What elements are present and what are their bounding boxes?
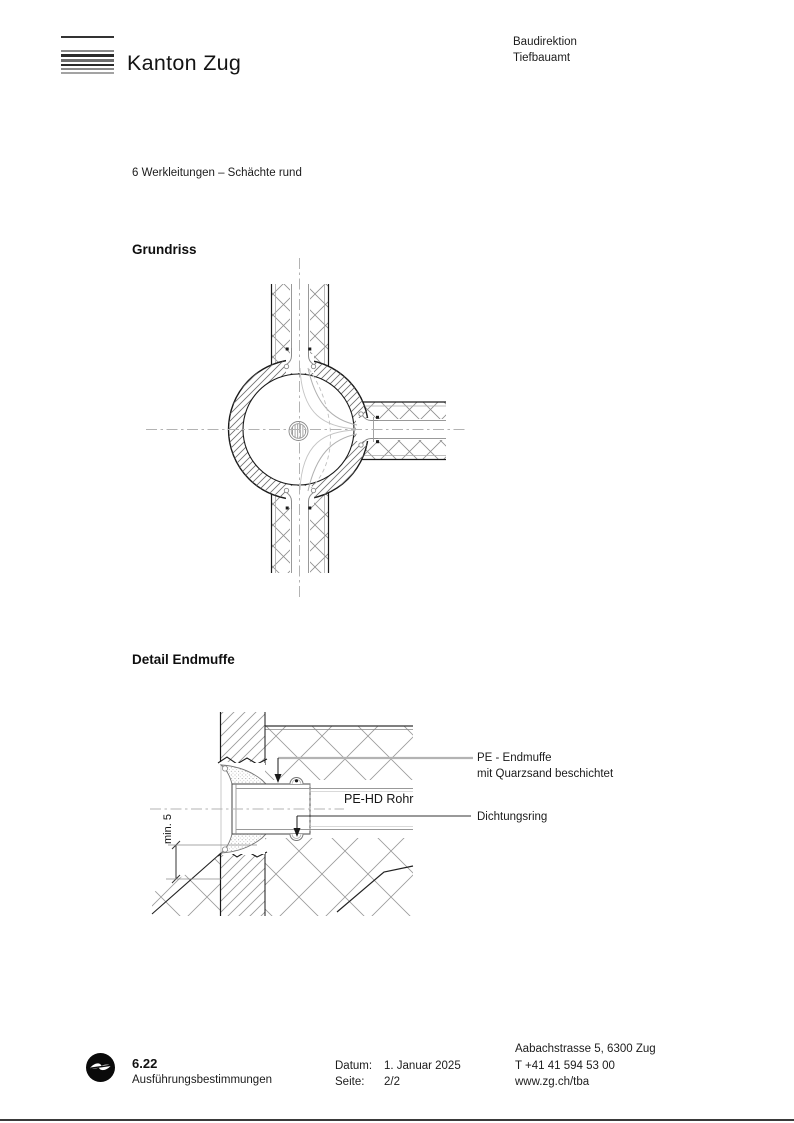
footer [0, 1035, 794, 1105]
footer-page-value: 2/2 [384, 1075, 400, 1088]
label-endmuffe-line2: mit Quarzsand beschichtet [477, 767, 614, 780]
footer-page-label: Seite: [335, 1075, 365, 1088]
footer-date-label: Datum: [335, 1059, 373, 1072]
footer-doc-number: 6.22 [132, 1056, 158, 1071]
pipe-label: PE-HD Rohr [344, 792, 414, 806]
label-dichtungsring: Dichtungsring [477, 811, 548, 823]
footer-phone: T +41 41 594 53 00 [515, 1059, 615, 1072]
center-drain [289, 422, 308, 441]
page-bottom-edge [0, 1119, 794, 1121]
grundriss-drawing [140, 250, 480, 615]
chapter-title: 6 Werkleitungen – Schächte rund [132, 167, 302, 179]
header [0, 0, 794, 90]
detail-endmuffe-drawing [148, 703, 480, 938]
tba-circle-logo-icon [85, 1052, 116, 1083]
section-title-detail: Detail Endmuffe [132, 652, 235, 667]
dimension-text: min. 5 [162, 814, 174, 844]
footer-website: www.zg.ch/tba [515, 1075, 590, 1088]
footer-address: Aabachstrasse 5, 6300 Zug [515, 1043, 656, 1055]
header-department: Baudirektion [513, 36, 577, 48]
footer-doc-type: Ausführungsbestimmungen [132, 1073, 272, 1086]
label-endmuffe-line1: PE - Endmuffe [477, 752, 552, 764]
org-title: Kanton Zug [127, 51, 242, 75]
header-office: Tiefbauamt [513, 51, 571, 64]
section-title-grundriss: Grundriss [132, 242, 197, 257]
footer-date-value: 1. Januar 2025 [384, 1059, 461, 1072]
kanton-zug-lines-logo-icon [61, 0, 114, 80]
